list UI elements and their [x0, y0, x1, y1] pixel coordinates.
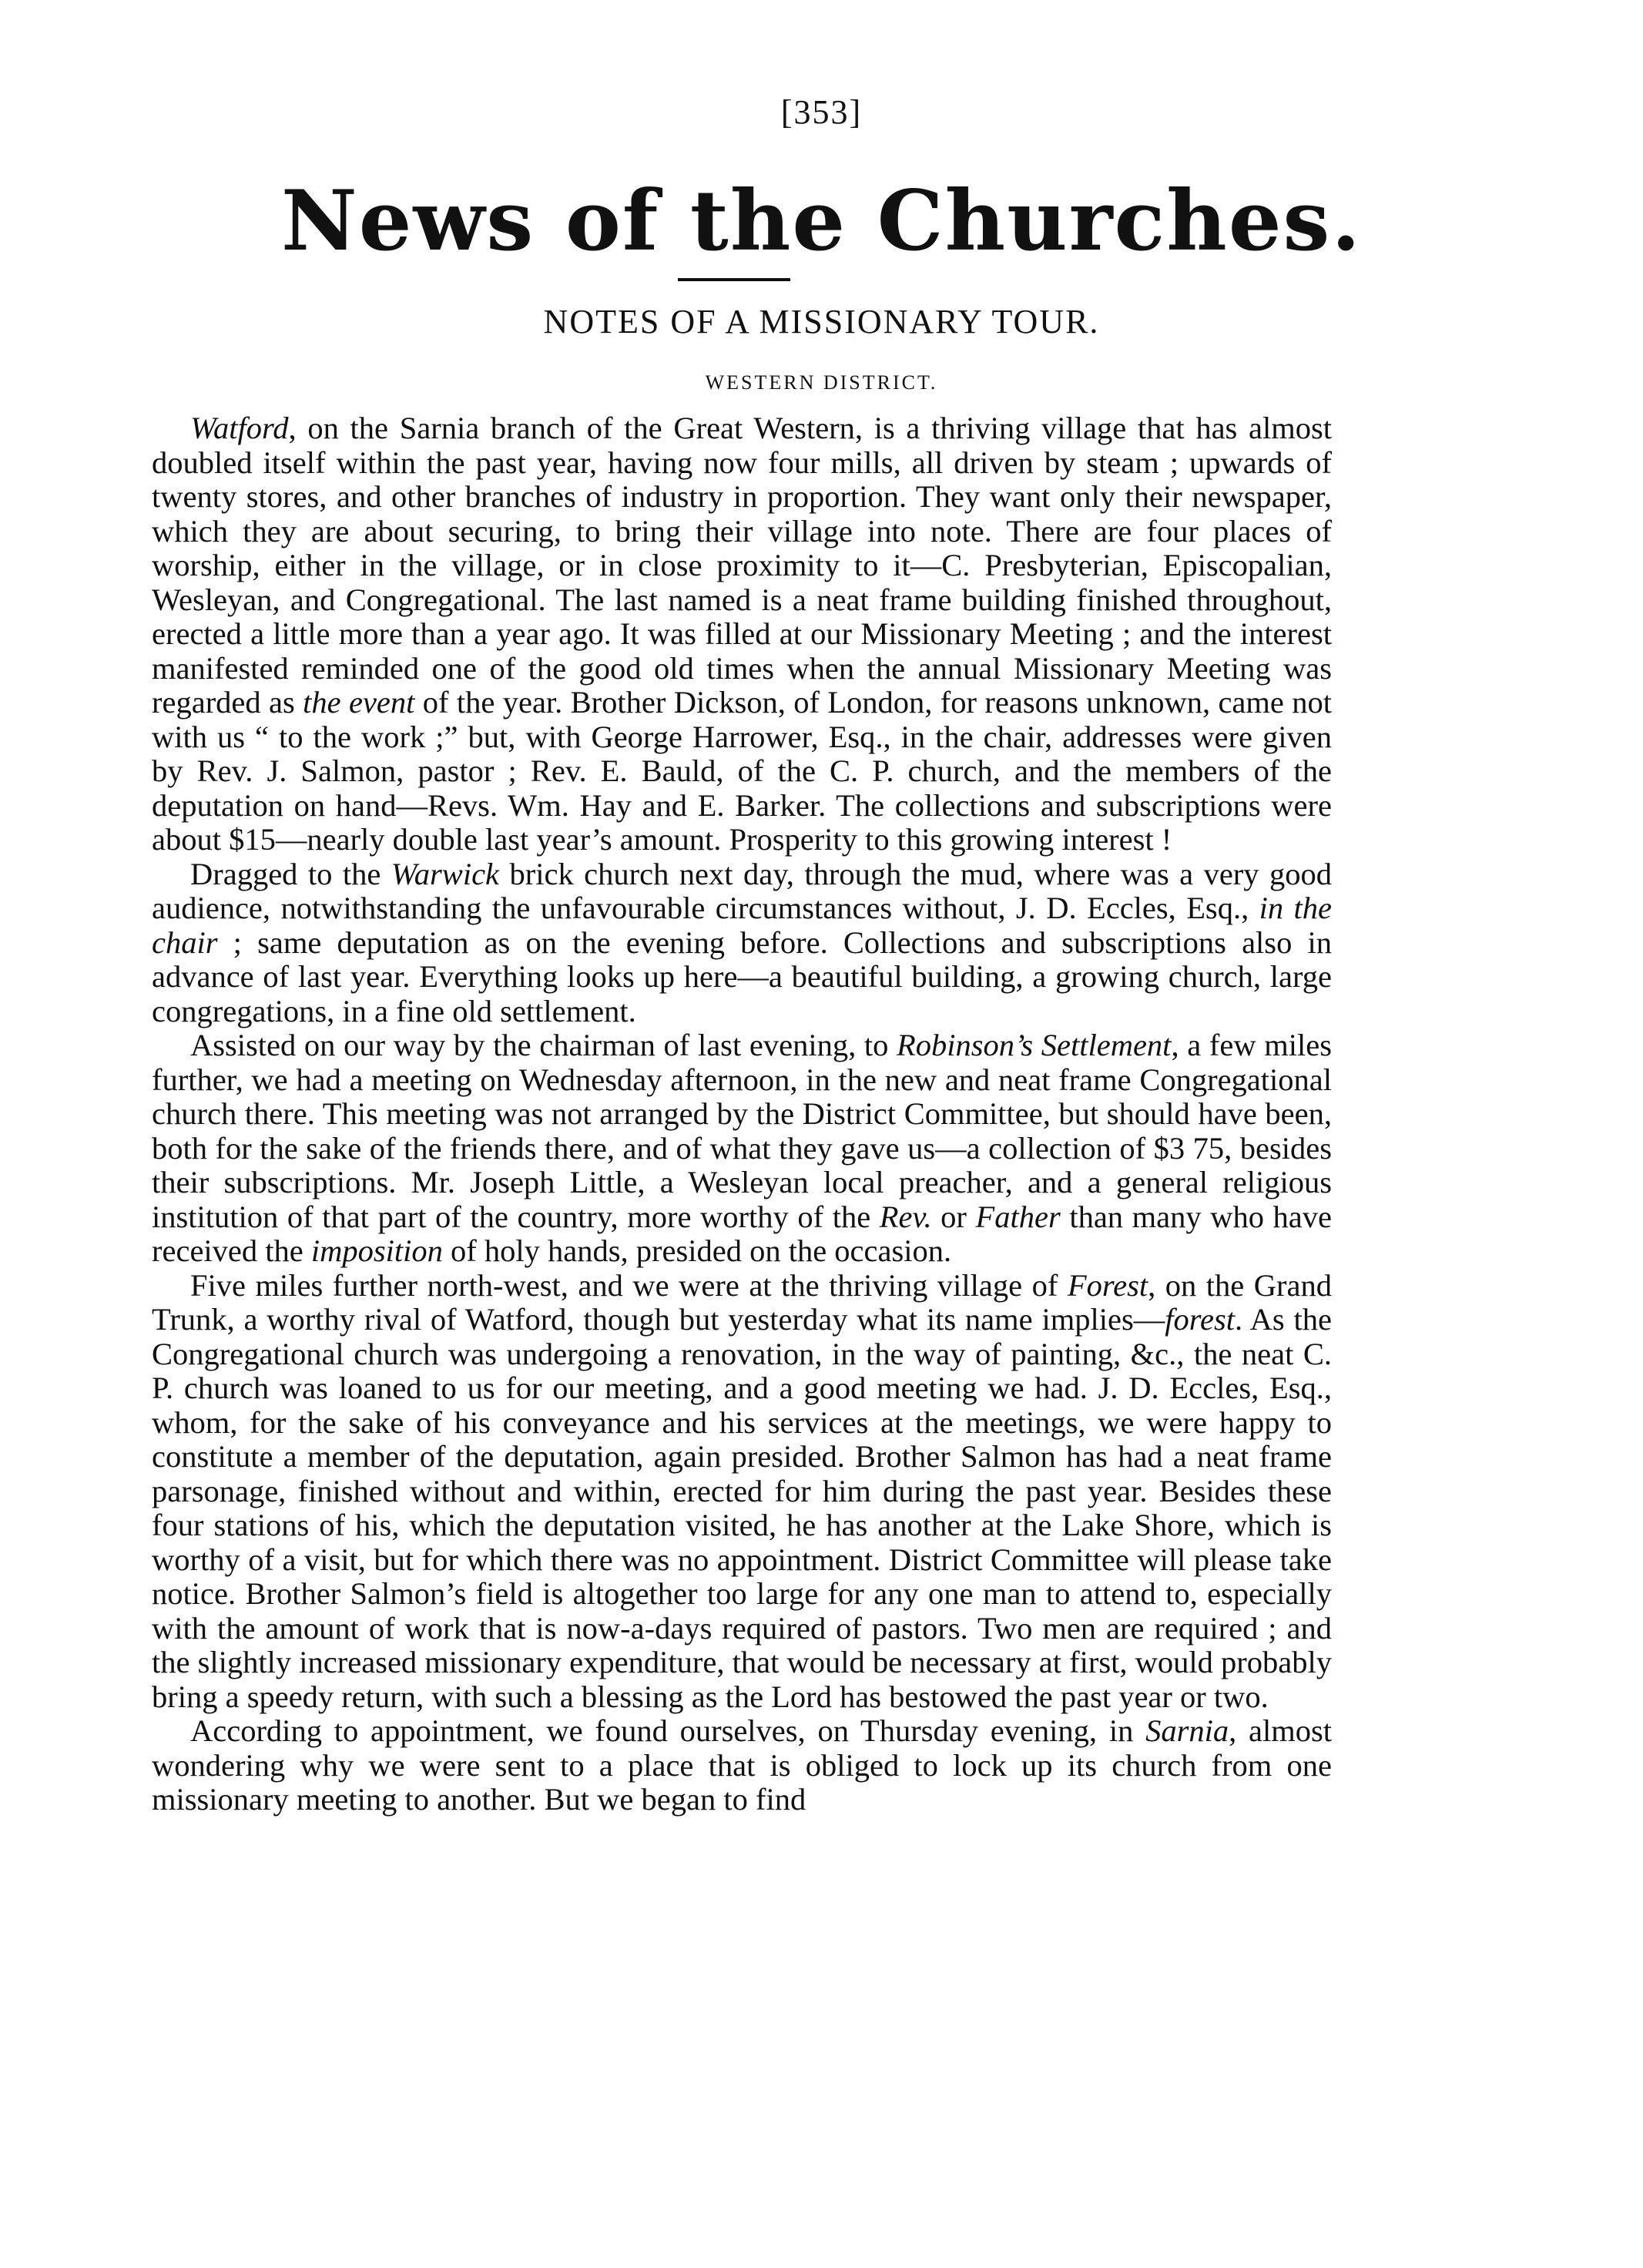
text-run: of holy hands, presided on the occasion.: [442, 1233, 952, 1268]
paragraph-4: [152, 1269, 1332, 1715]
text-run: Assisted on our way by the chairman of last evening, to: [190, 1028, 897, 1062]
text-run: , on the Grand Trunk, a worthy rival of Watford, though but yesterday what its name implies—: [152, 1267, 1332, 1337]
italic-text: Sarnia: [1145, 1713, 1229, 1748]
text-run: , on the Sarnia branch of the Great Western, is a thriving village that has almost doubled itself within the past year, having now four mills, all driven by steam ; upwards of twenty stores, and other branches of industry in proportion. They want only their newspaper, which they are about securing, to bring their village into note. There are four places of worship, either in the village, or in close proximity to it—C. Presbyterian, Episcopalian, Wesleyan, and Congregational. The last named is a neat frame building finished throughout, erected a little more than a year ago. It was filled at our Missionary Meeting ; and the interest manifested reminded one of the good old times when the annual Missionary Meeting was regarded as: [152, 411, 1332, 720]
text-run: than many who have received the: [152, 1199, 1332, 1268]
text-run: or: [931, 1199, 976, 1234]
article-body: [152, 411, 1332, 1817]
text-run: . As the Congregational church was undergoing a renovation, in the way of painting, &c., the neat C. P. church was loaned to us for our meeting, and a good meeting we had. J. D. Eccles, Esq., whom, for the sake of his conveyance and his services at the meetings, we were happy to constitute a member of the deputation, again presided. Brother Salmon has had a neat frame parsonage, finished without and within, erected for him during the past year. Besides these four stations of his, which the deputation visited, he has another at the Lake Shore, which is worthy of a visit, but for which there was no appointment. District Committee will please take notice. Brother Salmon’s field is altogether too large for any one man to attend to, especially with the amount of work that is now-a-days required of pastors. Two men are required ; and the slightly increased missionary expenditure, that would be necessary at first, would probably bring a speedy return, with such a blessing as the Lord has bestowed the past year or two.: [152, 1302, 1332, 1714]
paragraph-2: [152, 857, 1332, 1029]
italic-text: forest: [1165, 1302, 1235, 1337]
page-title: News of the Churches.: [281, 173, 1362, 270]
text-run: , almost wondering why we were sent to a place that is obliged to lock up its church from one missionary meeting to another. But we began to find: [152, 1713, 1332, 1817]
italic-text: Warwick: [391, 856, 500, 891]
subsection-heading: WESTERN DISTRICT.: [705, 371, 938, 394]
text-run: , a few miles further, we had a meeting on Wednesday afternoon, in the new and neat frame Congregational church there. This meeting was not arranged by the District Committee, but should have been, both for the sake of the friends there, and of what they gave us—a collection of $3 75, besides their subscriptions. Mr. Joseph Little, a Wesleyan local preacher, and a general religious institution of that part of the country, more worthy of the: [152, 1028, 1332, 1234]
text-run: ; same deputation as on the evening before. Collections and subscriptions also in advance of last year. Everything looks up here—a beautiful building, a growing church, large congregations, in a fine old settlement.: [152, 924, 1332, 1028]
text-run: According to appointment, we found ourselves, on Thursday evening, in: [190, 1713, 1146, 1748]
paragraph-1: [152, 411, 1332, 857]
italic-text: imposition: [310, 1233, 443, 1268]
italic-text: Father: [975, 1199, 1061, 1234]
section-heading: NOTES OF A MISSIONARY TOUR.: [543, 303, 1100, 341]
title-rule: [678, 278, 790, 281]
italic-text: Robinson’s Settlement: [897, 1028, 1172, 1062]
italic-text: Forest: [1067, 1267, 1148, 1303]
text-run: brick church next day, through the mud, where was a very good audience, notwithstanding the unfavourable circumstances without, J. D. Eccles, Esq.,: [152, 856, 1332, 925]
text-run: Dragged to the: [190, 856, 391, 891]
italic-text: in the chair: [152, 891, 1333, 960]
text-run: of the year. Brother Dickson, of London, for reasons unknown, came not with us “ to the work ;” but, with George Harrower, Esq., in the chair, addresses were given by Rev. J. Salmon, pastor ; Rev. E. Bauld, of the C. P. church, and the members of the deputation on hand—Revs. Wm. Hay and E. Barker. The collections and subscriptions were about $15—nearly double last year’s amount. Prosperity to this growing interest !: [152, 685, 1332, 857]
page-number: [353]: [780, 93, 863, 131]
paragraph-5: [152, 1714, 1332, 1817]
italic-text: Watford: [190, 411, 289, 445]
italic-text: Rev.: [879, 1199, 932, 1234]
italic-text: the event: [303, 685, 415, 720]
paragraph-3: [152, 1028, 1332, 1269]
text-run: Five miles further north-west, and we were at the thriving village of: [190, 1267, 1068, 1303]
